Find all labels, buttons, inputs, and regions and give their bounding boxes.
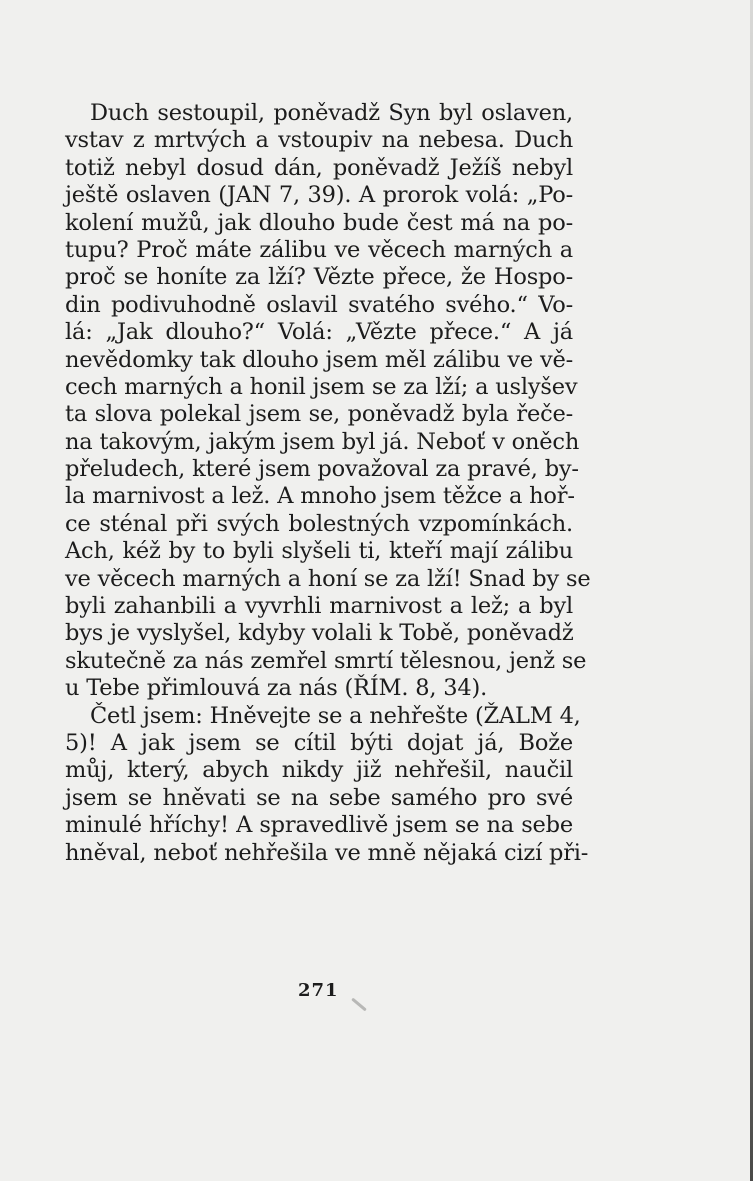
text-line: skutečně za nás zemřel smrtí tělesnou, jenž se — [65, 647, 587, 674]
text-line: Četl jsem: Hněvejte se a nehřešte (ŽALM 4, — [90, 702, 581, 729]
text-line: přeludech, které jsem považoval za pravé, by- — [65, 456, 579, 483]
paper-mark — [351, 998, 367, 1012]
text-line: cech marných a honil jsem se za lží; a uslyšev — [65, 373, 578, 400]
text-line: proč se honíte za lží? Vězte přece, že Hospo- — [65, 264, 573, 291]
text-line: Duch sestoupil, poněvadž Syn byl oslaven, — [90, 100, 573, 126]
text-line: tupu? Proč máte zálibu ve věcech marných a — [65, 236, 573, 263]
text-line: na takovým, jakým jsem byl já. Neboť v oněch — [65, 428, 580, 455]
text-line: hněval, neboť nehřešila ve mně nějaká cizí při- — [65, 839, 589, 866]
text-line: nevědomky tak dlouho jsem měl zálibu ve vě- — [65, 346, 573, 373]
text-line: lá: „Jak dlouho?“ Volá: „Vězte přece.“ A já — [65, 319, 573, 346]
text-line: la marnivost a lež. A mnoho jsem těžce a hoř- — [65, 483, 575, 510]
text-line: kolení mužů, jak dlouho bude čest má na po- — [65, 209, 573, 236]
text-line: byli zahanbili a vyvrhli marnivost a lež; a byl — [65, 593, 573, 620]
text-line: jsem se hněvati se na sebe samého pro své — [65, 784, 573, 811]
text-line: ce sténal při svých bolestných vzpomínkách. — [65, 510, 573, 537]
text-line: můj, který, abych nikdy již nehřešil, naučil — [65, 757, 573, 784]
text-line: din podivuhodně oslavil svatého svého.“ Vo- — [65, 291, 573, 318]
text-line: ve věcech marných a honí se za lží! Snad by se — [65, 565, 591, 592]
text-line: Ach, kéž by to byli slyšeli ti, kteří mají zálibu — [65, 538, 573, 565]
text-line: u Tebe přimlouvá za nás (ŘÍM. 8, 34). — [65, 675, 488, 702]
text-line: minulé hříchy! A spravedlivě jsem se na sebe — [65, 812, 573, 839]
page-number: 271 — [298, 980, 339, 1001]
text-line: ještě oslaven (JAN 7, 39). A prorok volá: „Po- — [65, 182, 573, 209]
text-line: bys je vyslyšel, kdyby volali k Tobě, poněvadž — [65, 620, 574, 647]
text-line: 5)! A jak jsem se cítil býti dojat já, Bože — [65, 729, 573, 756]
text-line: ta slova polekal jsem se, poněvadž byla řeče- — [65, 401, 573, 428]
body-text — [65, 100, 591, 867]
text-line: vstav z mrtvých a vstoupiv na nebesa. Duch — [65, 127, 573, 154]
text-line: totiž nebyl dosud dán, poněvadž Ježíš nebyl — [65, 154, 573, 181]
